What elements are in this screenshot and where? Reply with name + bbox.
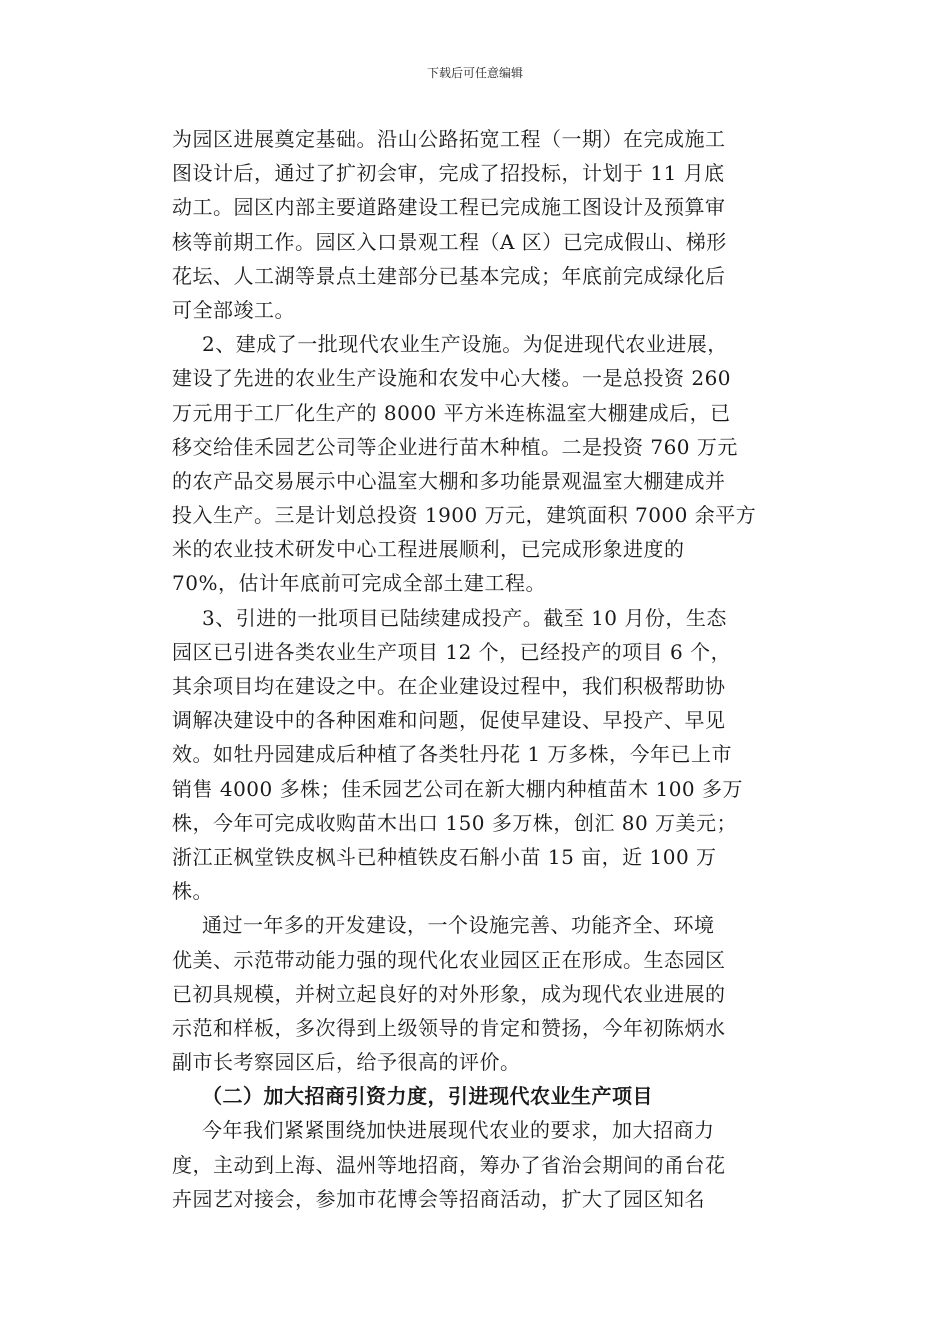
- text-line: 3、引进的一批项目已陆续建成投产。截至 10 月份，生态: [202, 605, 727, 630]
- text-line: 示范和样板，多次得到上级领导的肯定和赞扬，今年初陈炳水: [172, 1015, 726, 1040]
- section-heading: （二）加大招商引资力度，引进现代农业生产项目: [202, 1084, 653, 1109]
- page-header: 下载后可任意编辑: [426, 66, 523, 80]
- text-line: 动工。园区内部主要道路建设工程已完成施工图设计及预算审: [172, 195, 726, 220]
- text-line: 优美、示范带动能力强的现代化农业园区正在形成。生态园区: [172, 947, 726, 972]
- text-line: 株。: [172, 879, 213, 904]
- text-line: 为园区进展奠定基础。沿山公路拓宽工程（一期）在完成施工: [172, 127, 726, 151]
- text-line: 可全部竣工。: [172, 297, 295, 322]
- text-line: 销售 4000 多株；佳禾园艺公司在新大棚内种植苗木 100 多万: [172, 776, 744, 801]
- text-line: 浙江正枫堂铁皮枫斗已种植铁皮石斛小苗 15 亩，近 100 万: [172, 844, 717, 869]
- text-line: 70%，估计年底前可完成全部土建工程。: [172, 571, 546, 596]
- text-line: 卉园艺对接会，参加市花博会等招商活动，扩大了园区知名: [172, 1186, 705, 1211]
- text-line: 2、建成了一批现代农业生产设施。为促进现代农业进展，: [202, 332, 728, 357]
- text-line: 图设计后，通过了扩初会审，完成了招投标，计划于 11 月底: [172, 161, 725, 186]
- text-line: 株，今年可完成收购苗木出口 150 多万株，创汇 80 万美元；: [172, 810, 738, 835]
- text-line: 万元用于工厂化生产的 8000 平方米连栋温室大棚建成后，已: [172, 400, 731, 425]
- text-line: 花坛、人工湖等景点土建部分已基本完成；年底前完成绿化后: [172, 263, 726, 288]
- text-line: 的农产品交易展示中心温室大棚和多功能景观温室大棚建成并: [172, 468, 726, 493]
- text-line: 今年我们紧紧围绕加快进展现代农业的要求，加大招商力: [202, 1118, 715, 1143]
- text-line: 移交给佳禾园艺公司等企业进行苗木种植。二是投资 760 万元: [172, 434, 738, 459]
- text-line: 园区已引进各类农业生产项目 12 个，已经投产的项目 6 个，: [172, 639, 732, 664]
- text-line: 核等前期工作。园区入口景观工程（A 区）已完成假山、梯形: [172, 229, 727, 254]
- text-line: 效。如牡丹园建成后种植了各类牡丹花 1 万多株，今年已上市: [172, 742, 732, 767]
- text-line: 投入生产。三是计划总投资 1900 万元，建筑面积 7000 余平方: [172, 503, 757, 528]
- text-line: 度，主动到上海、温州等地招商，筹办了省治会期间的甬台花: [172, 1152, 726, 1177]
- text-line: 米的农业技术研发中心工程进展顺利，已完成形象进度的: [172, 537, 685, 562]
- document-body: [172, 122, 778, 1216]
- text-line: 调解决建设中的各种困难和问题，促使早建设、早投产、早见: [172, 708, 726, 733]
- text-line: 其余项目均在建设之中。在企业建设过程中，我们积极帮助协: [172, 674, 726, 698]
- text-line: 副市长考察园区后，给予很高的评价。: [172, 1050, 521, 1075]
- text-line: 已初具规模，并树立起良好的对外形象，成为现代农业进展的: [172, 981, 726, 1006]
- text-line: 通过一年多的开发建设，一个设施完善、功能齐全、环境: [202, 913, 715, 938]
- text-line: 建设了先进的农业生产设施和农发中心大楼。一是总投资 260: [172, 366, 732, 391]
